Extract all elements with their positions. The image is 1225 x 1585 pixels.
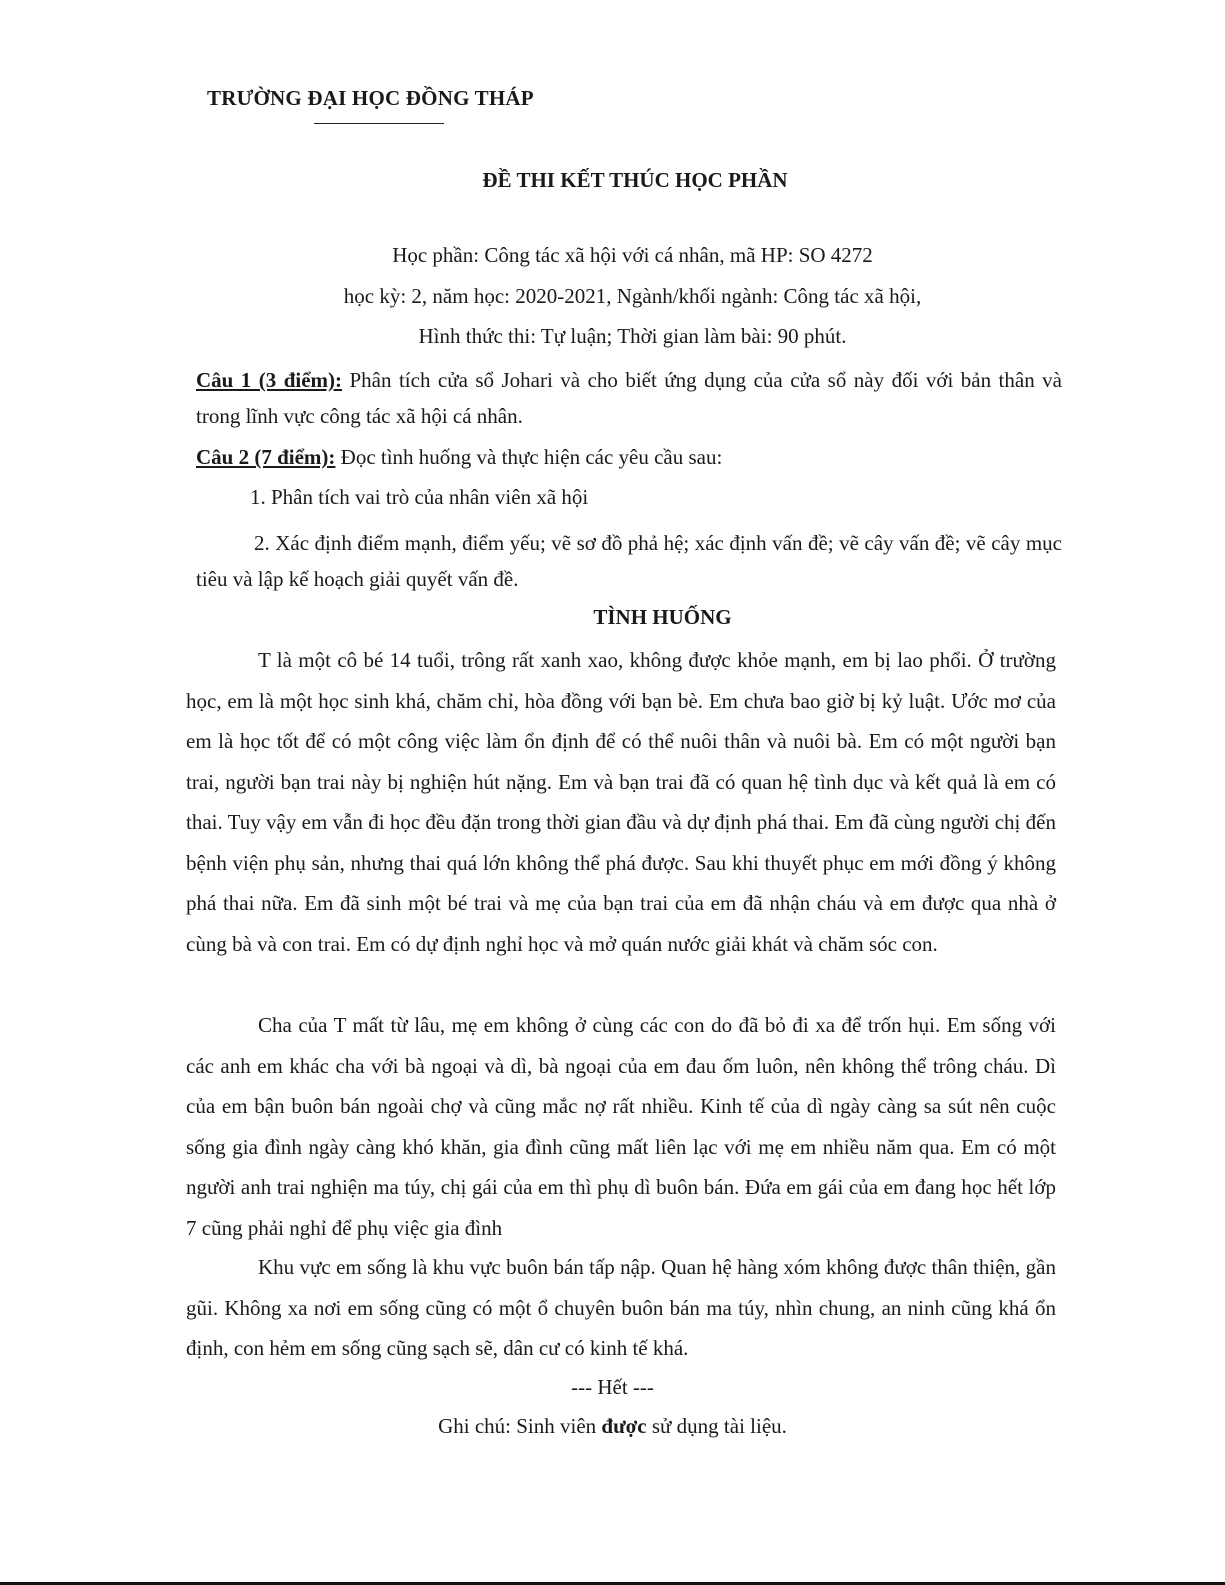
case-paragraph-3: Khu vực em sống là khu vực buôn bán tấp nập. Quan hệ hàng xóm không được thân thiện, gần gũi. Không xa nơi em sống cũng có một ổ chuyên buôn bán ma túy, nhìn chung, an ninh cũng khá ổn định, con hẻm em sống cũng sạch sẽ, dân cư có kinh tế khá. [186,1255,1056,1360]
question-2 [196,439,1062,475]
question-1-label: Câu 1 (3 điểm): [196,368,343,392]
case-paragraph-1: T là một cô bé 14 tuổi, trông rất xanh xao, không được khỏe mạnh, em bị lao phổi. Ở trường học, em là một học sinh khá, chăm chỉ, hòa đồng với bạn bè. Em chưa bao giờ bị kỷ luật. Ước mơ của em là học tốt để có một công việc làm ổn định để có thể nuôi thân và nuôi bà. Em có một người bạn trai, người bạn trai này bị nghiện hút nặng. Em và bạn trai đã có quan hệ tình dục và kết quả là em có thai. Tuy vậy em vẫn đi học đều đặn trong thời gian đầu và dự định phá thai. Em đã cùng người chị đến bệnh viện phụ sản, nhưng thai quá lớn không thể phá được. Sau khi thuyết phục em mới đồng ý không phá thai nữa. Em đã sinh một bé trai và mẹ của bạn trai của em đã nhận cháu và em được qua nhà ở cùng bà và con trai. Em có dự định nghỉ học và mở quán nước giải khát và chăm sóc con. [186,648,1056,956]
school-name: TRƯỜNG ĐẠI HỌC ĐỒNG THÁP [207,86,534,110]
note-prefix: Ghi chú: Sinh viên [438,1414,602,1438]
question-2-text: Đọc tình huống và thực hiện các yêu cầu sau: [335,445,723,469]
question-2-label: Câu 2 (7 điểm): [196,445,336,469]
exam-title: ĐỀ THI KẾT THÚC HỌC PHẦN [482,168,788,192]
format-line: Hình thức thi: Tự luận; Thời gian làm bài: 90 phút. [418,324,847,348]
requirement-1: 1. Phân tích vai trò của nhân viên xã hội [250,485,589,509]
question-1-text: Phân tích cửa sổ Johari và cho biết ứng dụng của cửa sổ này đối với bản thân và trong lĩnh vực công tác xã hội cá nhân. [196,368,1062,428]
requirement-2: 2. Xác định điểm mạnh, điểm yếu; vẽ sơ đồ phả hệ; xác định vấn đề; vẽ cây vấn đề; vẽ cây mục tiêu và lập kế hoạch giải quyết vấn đề. [196,531,1062,591]
case-paragraph-2: Cha của T mất từ lâu, mẹ em không ở cùng các con do đã bỏ đi xa để trốn hụi. Em sống với các anh em khác cha với bà ngoại và dì, bà ngoại của em đau ốm luôn, nên không thể trông cháu. Dì của em bận buôn bán ngoài chợ và cũng mắc nợ rất nhiều. Kinh tế của dì ngày càng sa sút nên cuộc sống gia đình ngày càng khó khăn, gia đình cũng mất liên lạc với mẹ em nhiều năm qua. Em có một người anh trai nghiện ma túy, chị gái của em thì phụ dì buôn bán. Đứa em gái của em đang học hết lớp 7 cũng phải nghỉ để phụ việc gia đình [186,1013,1056,1240]
question-1 [196,362,1062,434]
course-line: Học phần: Công tác xã hội với cá nhân, mã HP: SO 4272 [392,243,873,267]
end-mark: --- Hết --- [571,1375,654,1399]
school-name-underline [314,123,444,124]
term-line: học kỳ: 2, năm học: 2020-2021, Ngành/khối ngành: Công tác xã hội, [343,284,922,308]
footer-note [0,1414,1225,1439]
note-emphasis: được [601,1414,647,1438]
note-suffix: sử dụng tài liệu. [646,1414,787,1438]
case-title: TÌNH HUỐNG [593,605,732,629]
